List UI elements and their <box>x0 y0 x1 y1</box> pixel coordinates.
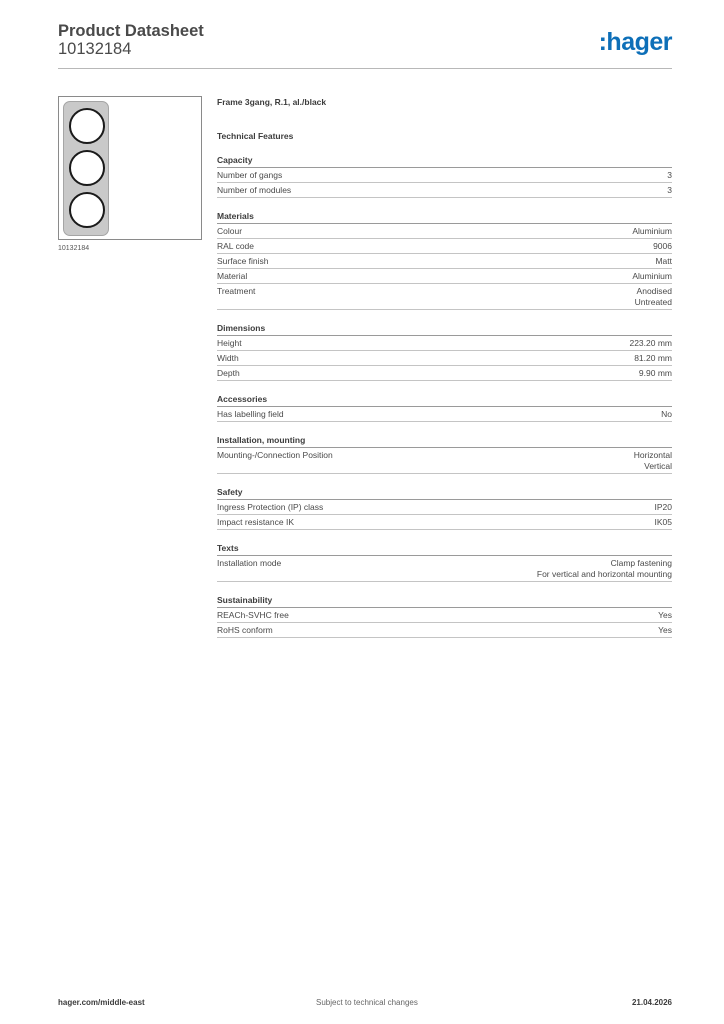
spec-value-line: 223.20 mm <box>629 338 672 348</box>
spec-row <box>217 608 672 623</box>
spec-value-line: 81.20 mm <box>634 353 672 363</box>
spec-label: Impact resistance IK <box>217 517 295 527</box>
spec-value-line: Anodised <box>636 286 672 296</box>
spec-row <box>217 366 672 381</box>
spec-value <box>658 610 672 621</box>
spec-row <box>217 239 672 254</box>
spec-row <box>217 407 672 422</box>
spec-value-line: Vertical <box>644 461 672 471</box>
section-title: Accessories <box>217 393 672 407</box>
spec-value-line: IK05 <box>654 517 672 527</box>
spec-label: Colour <box>217 226 243 236</box>
spec-sections <box>217 154 672 638</box>
spec-value <box>655 256 672 267</box>
spec-row <box>217 515 672 530</box>
spec-section <box>217 542 672 582</box>
spec-value <box>639 368 672 379</box>
spec-section <box>217 154 672 198</box>
spec-section <box>217 486 672 530</box>
spec-value <box>634 450 672 472</box>
footer-date: 21.04.2026 <box>631 998 672 1007</box>
spec-label: RoHS conform <box>217 625 273 635</box>
spec-value <box>632 271 672 282</box>
spec-label: Depth <box>217 368 240 378</box>
spec-row <box>217 183 672 198</box>
spec-section <box>217 393 672 422</box>
spec-row <box>217 448 672 474</box>
spec-value-line: 3 <box>667 185 672 195</box>
frame-opening-1 <box>69 108 105 144</box>
spec-section <box>217 322 672 381</box>
spec-row <box>217 336 672 351</box>
section-title: Installation, mounting <box>217 434 672 448</box>
footer-notice: Subject to technical changes <box>316 998 418 1007</box>
page-title: Product Datasheet <box>58 22 204 40</box>
spec-value <box>667 185 672 196</box>
product-number: 10132184 <box>58 40 132 58</box>
features-heading: Technical Features <box>217 131 294 141</box>
spec-section <box>217 594 672 638</box>
page-header <box>58 22 672 70</box>
frame-opening-2 <box>69 150 105 186</box>
spec-label: Material <box>217 271 248 281</box>
spec-content <box>217 96 672 638</box>
spec-row <box>217 500 672 515</box>
spec-value-line: Clamp fastening <box>610 558 672 568</box>
spec-value-line: Aluminium <box>632 271 672 281</box>
frame-plate <box>63 101 109 236</box>
product-name: Frame 3gang, R.1, al./black <box>217 97 327 107</box>
spec-value-line: 9.90 mm <box>638 368 672 378</box>
spec-label: Surface finish <box>217 256 269 266</box>
spec-value-line: IP20 <box>654 502 672 512</box>
spec-row <box>217 168 672 183</box>
section-title: Dimensions <box>217 322 672 336</box>
section-title: Sustainability <box>217 594 672 608</box>
spec-row <box>217 284 672 310</box>
spec-row <box>217 269 672 284</box>
spec-value <box>655 502 673 513</box>
spec-value-line: 9006 <box>653 241 672 251</box>
spec-value <box>653 241 672 252</box>
spec-label: REACh-SVHC free <box>217 610 289 620</box>
section-title: Safety <box>217 486 672 500</box>
spec-row <box>217 224 672 239</box>
spec-label: Number of gangs <box>217 170 283 180</box>
spec-value <box>655 517 673 528</box>
spec-label: Mounting-/Connection Position <box>217 450 333 460</box>
spec-label: Width <box>217 353 239 363</box>
spec-label: Number of modules <box>217 185 292 195</box>
hager-logo: :hager <box>598 28 672 56</box>
spec-label: Ingress Protection (IP) class <box>217 502 324 512</box>
spec-section <box>217 210 672 310</box>
spec-value-line: Yes <box>658 625 672 635</box>
spec-value <box>635 286 672 308</box>
spec-value-line: For vertical and horizontal mounting <box>536 569 672 579</box>
spec-value <box>537 558 672 580</box>
spec-label: Has labelling field <box>217 409 284 419</box>
spec-value-line: 3 <box>667 170 672 180</box>
spec-row <box>217 556 672 582</box>
spec-value-line: Horizontal <box>633 450 672 460</box>
section-title: Materials <box>217 210 672 224</box>
spec-label: Treatment <box>217 286 256 296</box>
spec-label: Installation mode <box>217 558 282 568</box>
spec-value-line: Untreated <box>634 297 672 307</box>
spec-value <box>632 226 672 237</box>
spec-label: RAL code <box>217 241 255 251</box>
spec-row <box>217 254 672 269</box>
spec-value <box>661 409 672 420</box>
page-footer <box>58 998 672 1012</box>
product-image <box>58 96 202 240</box>
spec-value <box>634 353 672 364</box>
spec-label: Height <box>217 338 242 348</box>
footer-website: hager.com/middle-east <box>58 998 145 1007</box>
spec-value-line: Matt <box>655 256 672 266</box>
section-title: Capacity <box>217 154 672 168</box>
spec-row <box>217 623 672 638</box>
spec-value-line: Aluminium <box>632 226 672 236</box>
spec-row <box>217 351 672 366</box>
spec-value <box>629 338 672 349</box>
spec-value-line: Yes <box>658 610 672 620</box>
frame-opening-3 <box>69 192 105 228</box>
section-title: Texts <box>217 542 672 556</box>
spec-section <box>217 434 672 474</box>
image-caption: 10132184 <box>58 245 90 252</box>
spec-value <box>667 170 672 181</box>
spec-value-line: No <box>661 409 672 419</box>
header-divider <box>58 68 672 69</box>
spec-value <box>658 625 672 636</box>
